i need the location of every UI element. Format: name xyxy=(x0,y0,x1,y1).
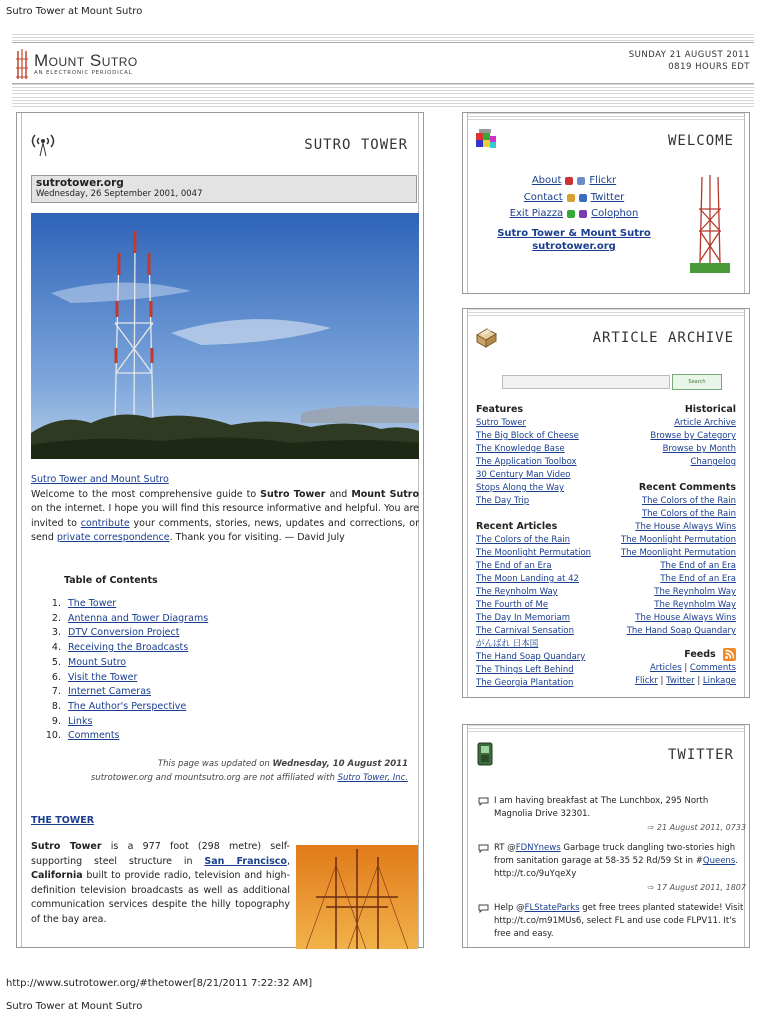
feature-link[interactable]: 30 Century Man Video xyxy=(476,470,571,480)
panel-stripe xyxy=(468,113,744,121)
exit-piazza-link[interactable]: Exit Piazza xyxy=(509,208,564,219)
recent-article-link[interactable]: The Moon Landing at 42 xyxy=(476,574,579,584)
green-cube-icon xyxy=(567,210,575,218)
recent-comment-link[interactable]: The House Always Wins xyxy=(635,522,736,532)
speech-bubble-icon xyxy=(478,797,489,806)
recent-comment-link[interactable]: The Moonlight Permutation xyxy=(620,548,736,558)
tower-part: built to provide radio, television and high-definition television broadcasts as well as additional communication services despite the hilly topography of the bay area. xyxy=(31,870,290,925)
toc-item xyxy=(64,612,208,627)
sutro-tower-mount-sutro-link[interactable]: Sutro Tower & Mount Sutro xyxy=(497,227,651,239)
tweet-text: I am having breakfast at The Lunchbox, 295 North Magnolia Drive 32301. xyxy=(494,796,709,819)
tower-photo-image xyxy=(31,213,419,459)
tweet-time-text[interactable]: 21 August 2011, 0733 xyxy=(656,823,746,832)
historical-link[interactable]: Browse by Category xyxy=(650,431,736,441)
updated-prefix: This page was updated on xyxy=(157,759,273,769)
phone-icon xyxy=(476,741,494,767)
tower-paragraph xyxy=(31,840,290,927)
tweet-time: ⇨ 17 August 2011, 1807 xyxy=(647,883,746,892)
tower-illustration-icon xyxy=(690,175,730,273)
header-date xyxy=(629,49,750,73)
speech-bubble-icon xyxy=(478,904,489,913)
speech-bubble-icon xyxy=(478,844,489,853)
private-correspondence-link[interactable]: private correspondence xyxy=(56,532,170,543)
feeds-heading-label: Feeds xyxy=(684,649,716,660)
recent-article-link[interactable]: The Carnival Sensation xyxy=(476,626,574,636)
articles-feed-link[interactable]: Articles xyxy=(649,663,682,673)
feature-link[interactable]: Stops Along the Way xyxy=(476,483,565,493)
feature-link[interactable]: Sutro Tower xyxy=(476,418,526,428)
recent-article-link[interactable]: The Things Left Behind xyxy=(476,665,574,675)
toc-link[interactable]: The Tower xyxy=(68,598,117,609)
toc-link[interactable]: Visit the Tower xyxy=(68,671,138,683)
queens-hashtag-link[interactable]: Queens xyxy=(702,856,736,866)
tweet-text: . http://t.co/9uYqeXy xyxy=(494,856,738,879)
recent-comment-link[interactable]: The Moonlight Permutation xyxy=(620,535,736,545)
rss-icon[interactable] xyxy=(723,648,736,661)
flickr-icon xyxy=(577,177,585,185)
historical-heading: Historical xyxy=(684,404,736,415)
fdnynews-link[interactable]: FDNYnews xyxy=(515,843,561,853)
header-time-text: 0819 HOURS EDT xyxy=(668,62,750,72)
toc-link[interactable]: Antenna and Tower Diagrams xyxy=(68,612,209,624)
san-francisco-link[interactable]: San Francisco xyxy=(204,855,287,867)
welcome-panel-inner xyxy=(467,113,745,293)
comments-feed-link[interactable]: Comments xyxy=(689,663,736,673)
red-cube-icon xyxy=(565,177,573,185)
tweet-text: Garbage truck dangling two-stories high from sanitation garage at 58-35 52 Rd/59 St in # xyxy=(494,843,736,866)
feature-link[interactable]: The Day Trip xyxy=(476,496,530,506)
recent-comment-link[interactable]: The House Always Wins xyxy=(635,613,736,623)
archive-panel-inner xyxy=(467,309,745,697)
welcome-big-links xyxy=(468,227,680,253)
feature-link[interactable]: The Knowledge Base xyxy=(476,444,565,454)
recent-article-link[interactable]: The Fourth of Me xyxy=(476,600,549,610)
toc-heading: Table of Contents xyxy=(64,575,158,586)
twitter-title: TWITTER xyxy=(667,747,734,763)
features-heading: Features xyxy=(476,404,524,415)
toc-item xyxy=(64,656,208,671)
historical-link[interactable]: Changelog xyxy=(690,457,736,467)
recent-comment-link[interactable]: The Colors of the Rain xyxy=(641,509,736,519)
print-footer-title: Sutro Tower at Mount Sutro xyxy=(6,1001,143,1012)
tower-bold: California xyxy=(31,870,83,881)
toc-link[interactable]: Internet Cameras xyxy=(68,686,151,698)
linkage-feed-link[interactable]: Linkage xyxy=(702,676,736,686)
about-link[interactable]: About xyxy=(531,175,562,186)
toc-link[interactable]: The Author's Perspective xyxy=(68,700,187,712)
intro-bold: Sutro Tower xyxy=(260,488,326,500)
feature-link[interactable]: The Application Toolbox xyxy=(476,457,577,467)
toc-link[interactable]: DTV Conversion Project xyxy=(68,627,180,639)
updated-note xyxy=(91,757,408,785)
tower-part: , xyxy=(286,855,290,867)
sutrotower-org-link[interactable]: sutrotower.org xyxy=(532,240,616,252)
tower-sunset-photo xyxy=(296,845,418,949)
intro-part: your comments, stories, news, updates and corrections, or send xyxy=(31,517,419,543)
orange-cube-icon xyxy=(567,194,575,202)
panel-stripe xyxy=(468,725,744,733)
header-date-text: SUNDAY 21 AUGUST 2011 xyxy=(628,50,750,60)
header-bar xyxy=(12,42,754,84)
historical-link[interactable]: Browse by Month xyxy=(662,444,736,454)
contact-link[interactable]: Contact xyxy=(523,191,563,203)
welcome-row xyxy=(468,206,680,223)
recent-comment-link[interactable]: The Hand Soap Quandary xyxy=(626,626,736,636)
print-header: Sutro Tower at Mount Sutro xyxy=(6,6,143,17)
archive-box-icon xyxy=(474,325,498,349)
recent-comment-link[interactable]: The Colors of the Rain xyxy=(641,496,736,506)
tweet xyxy=(478,902,746,941)
toc-item xyxy=(64,729,208,744)
panel-stripe xyxy=(468,309,744,317)
colophon-icon xyxy=(579,210,587,218)
site-subtitle: AN ELECTRONIC PERIODICAL xyxy=(34,70,133,76)
broadcast-icon xyxy=(28,131,58,157)
twitter-link[interactable]: Twitter xyxy=(590,191,625,203)
updated-date: Wednesday, 10 August 2011 xyxy=(272,759,408,769)
header-stripe-bottom xyxy=(12,84,754,94)
recent-comments-heading: Recent Comments xyxy=(638,482,736,493)
site-title[interactable]: Mount Sutro xyxy=(34,51,138,70)
main-panel-inner xyxy=(21,113,419,947)
welcome-title: WELCOME xyxy=(667,133,734,149)
tweet xyxy=(478,795,746,834)
recent-article-link[interactable]: がんばれ 日本国 xyxy=(476,639,539,649)
tweet-text: RT @ xyxy=(494,843,516,853)
contribute-link[interactable]: contribute xyxy=(80,517,130,529)
twitter-icon xyxy=(579,194,587,202)
tweet-time-text[interactable]: 17 August 2011, 1807 xyxy=(656,883,746,892)
cube-icon xyxy=(474,127,498,153)
twitter-panel-inner xyxy=(467,725,745,947)
twitter-panel xyxy=(462,724,750,948)
toc-link[interactable]: Links xyxy=(68,715,93,727)
archive-panel xyxy=(462,308,750,698)
intro-part: Welcome to the most comprehensive guide to xyxy=(31,488,261,500)
header-band xyxy=(12,97,754,107)
recent-article-link[interactable]: The Moonlight Permutation xyxy=(476,548,592,558)
toc-item xyxy=(64,626,208,641)
recent-comment-link[interactable]: The End of an Era xyxy=(660,561,736,571)
flickr-link[interactable]: Flickr xyxy=(589,175,617,186)
toc-item xyxy=(64,700,208,715)
tweet xyxy=(478,842,746,894)
search-button[interactable]: Search xyxy=(672,374,722,390)
tower-bold: Sutro Tower xyxy=(31,841,102,852)
tower-sunset-image xyxy=(296,845,418,949)
info-title: sutrotower.org xyxy=(36,177,124,189)
archive-title: ARTICLE ARCHIVE xyxy=(592,330,734,346)
colophon-link[interactable]: Colophon xyxy=(591,208,639,219)
recent-article-link[interactable]: The End of an Era xyxy=(476,561,552,571)
intro-part: and xyxy=(325,488,352,500)
toc-item xyxy=(64,715,208,730)
info-date: Wednesday, 26 September 2001, 0047 xyxy=(36,189,203,199)
feature-link[interactable]: The Big Block of Cheese xyxy=(476,431,579,441)
recent-comment-link[interactable]: The Reynholm Way xyxy=(654,600,736,610)
affiliation-note: sutrotower.org and mountsutro.org are not affiliated with xyxy=(90,773,338,783)
main-panel-title: SUTRO TOWER xyxy=(304,137,408,153)
twitter-feed-link[interactable]: Twitter xyxy=(666,676,695,686)
intro-part: on the internet. I hope you will find this resource informative and helpful. You are invited to xyxy=(31,503,419,529)
tower-logo-icon xyxy=(15,49,29,81)
the-tower-heading[interactable]: THE TOWER xyxy=(31,815,95,826)
recent-articles-heading: Recent Articles xyxy=(476,521,558,532)
search-input[interactable] xyxy=(502,375,670,389)
main-panel xyxy=(16,112,424,948)
toc-link[interactable]: Comments xyxy=(68,730,120,742)
intro-part: . Thank you for visiting. — David July xyxy=(169,532,345,543)
welcome-row xyxy=(468,190,680,207)
welcome-row xyxy=(468,173,680,190)
info-box xyxy=(31,175,417,203)
site-header xyxy=(12,34,754,96)
toc-item xyxy=(64,641,208,656)
recent-comment-link[interactable]: The Reynholm Way xyxy=(654,587,736,597)
toc-item xyxy=(64,597,208,612)
recent-article-link[interactable]: The Georgia Plantation xyxy=(476,678,574,688)
toc-item xyxy=(64,671,208,686)
flickr-feed-link[interactable]: Flickr xyxy=(635,676,658,686)
toc-link[interactable]: Mount Sutro xyxy=(68,656,127,668)
archive-right-column: Historical Article Archive Browse by Category Browse by Month Changelog Recent Comments The Colors of the Rain The Colors of the Rain The House Always Wins The Moonlight Permutation The Moonlight Permutation The End of an Era The End of an Era The Reynholm Way The Reynholm Way The House Always Wins The Hand Soap Quandary Feeds Articles | Comments Flickr | Twitter | Linkage xyxy=(586,403,736,688)
toc-link[interactable]: Receiving the Broadcasts xyxy=(68,642,189,654)
sutro-tower-inc-link[interactable]: Sutro Tower, Inc. xyxy=(337,773,408,783)
welcome-panel xyxy=(462,112,750,294)
recent-article-link[interactable]: The Day In Memoriam xyxy=(476,613,570,623)
intro-text xyxy=(31,473,419,546)
recent-article-link[interactable]: The Hand Soap Quandary xyxy=(476,652,586,662)
intro-heading-link[interactable]: Sutro Tower and Mount Sutro xyxy=(31,474,169,485)
header-stripe xyxy=(12,34,754,42)
welcome-links xyxy=(468,173,680,253)
historical-link[interactable]: Article Archive xyxy=(674,418,736,428)
toc-item xyxy=(64,685,208,700)
tweet-time: ⇨ 21 August 2011, 0733 xyxy=(647,823,746,832)
flstateparks-link[interactable]: FLStateParks xyxy=(524,903,580,913)
recent-article-link[interactable]: The Reynholm Way xyxy=(476,587,558,597)
tweet-text: get free trees planted statewide! Visit http://t.co/m91MUs6, select FL and use code FLPV11. It's free and easy. xyxy=(494,903,744,939)
recent-comment-link[interactable]: The End of an Era xyxy=(660,574,736,584)
recent-article-link[interactable]: The Colors of the Rain xyxy=(476,535,571,545)
tweet-text: Help @ xyxy=(494,903,525,913)
feeds-heading xyxy=(586,648,736,662)
intro-bold: Mount Sutro xyxy=(351,488,419,500)
tower-part: is a 977 foot (298 metre) self-supporting steel structure in xyxy=(31,841,290,867)
print-footer-url: http://www.sutrotower.org/#thetower[8/21/2011 7:22:32 AM] xyxy=(6,978,313,989)
tower-photo xyxy=(31,213,419,459)
tweet-list xyxy=(478,795,746,949)
table-of-contents xyxy=(48,597,208,744)
